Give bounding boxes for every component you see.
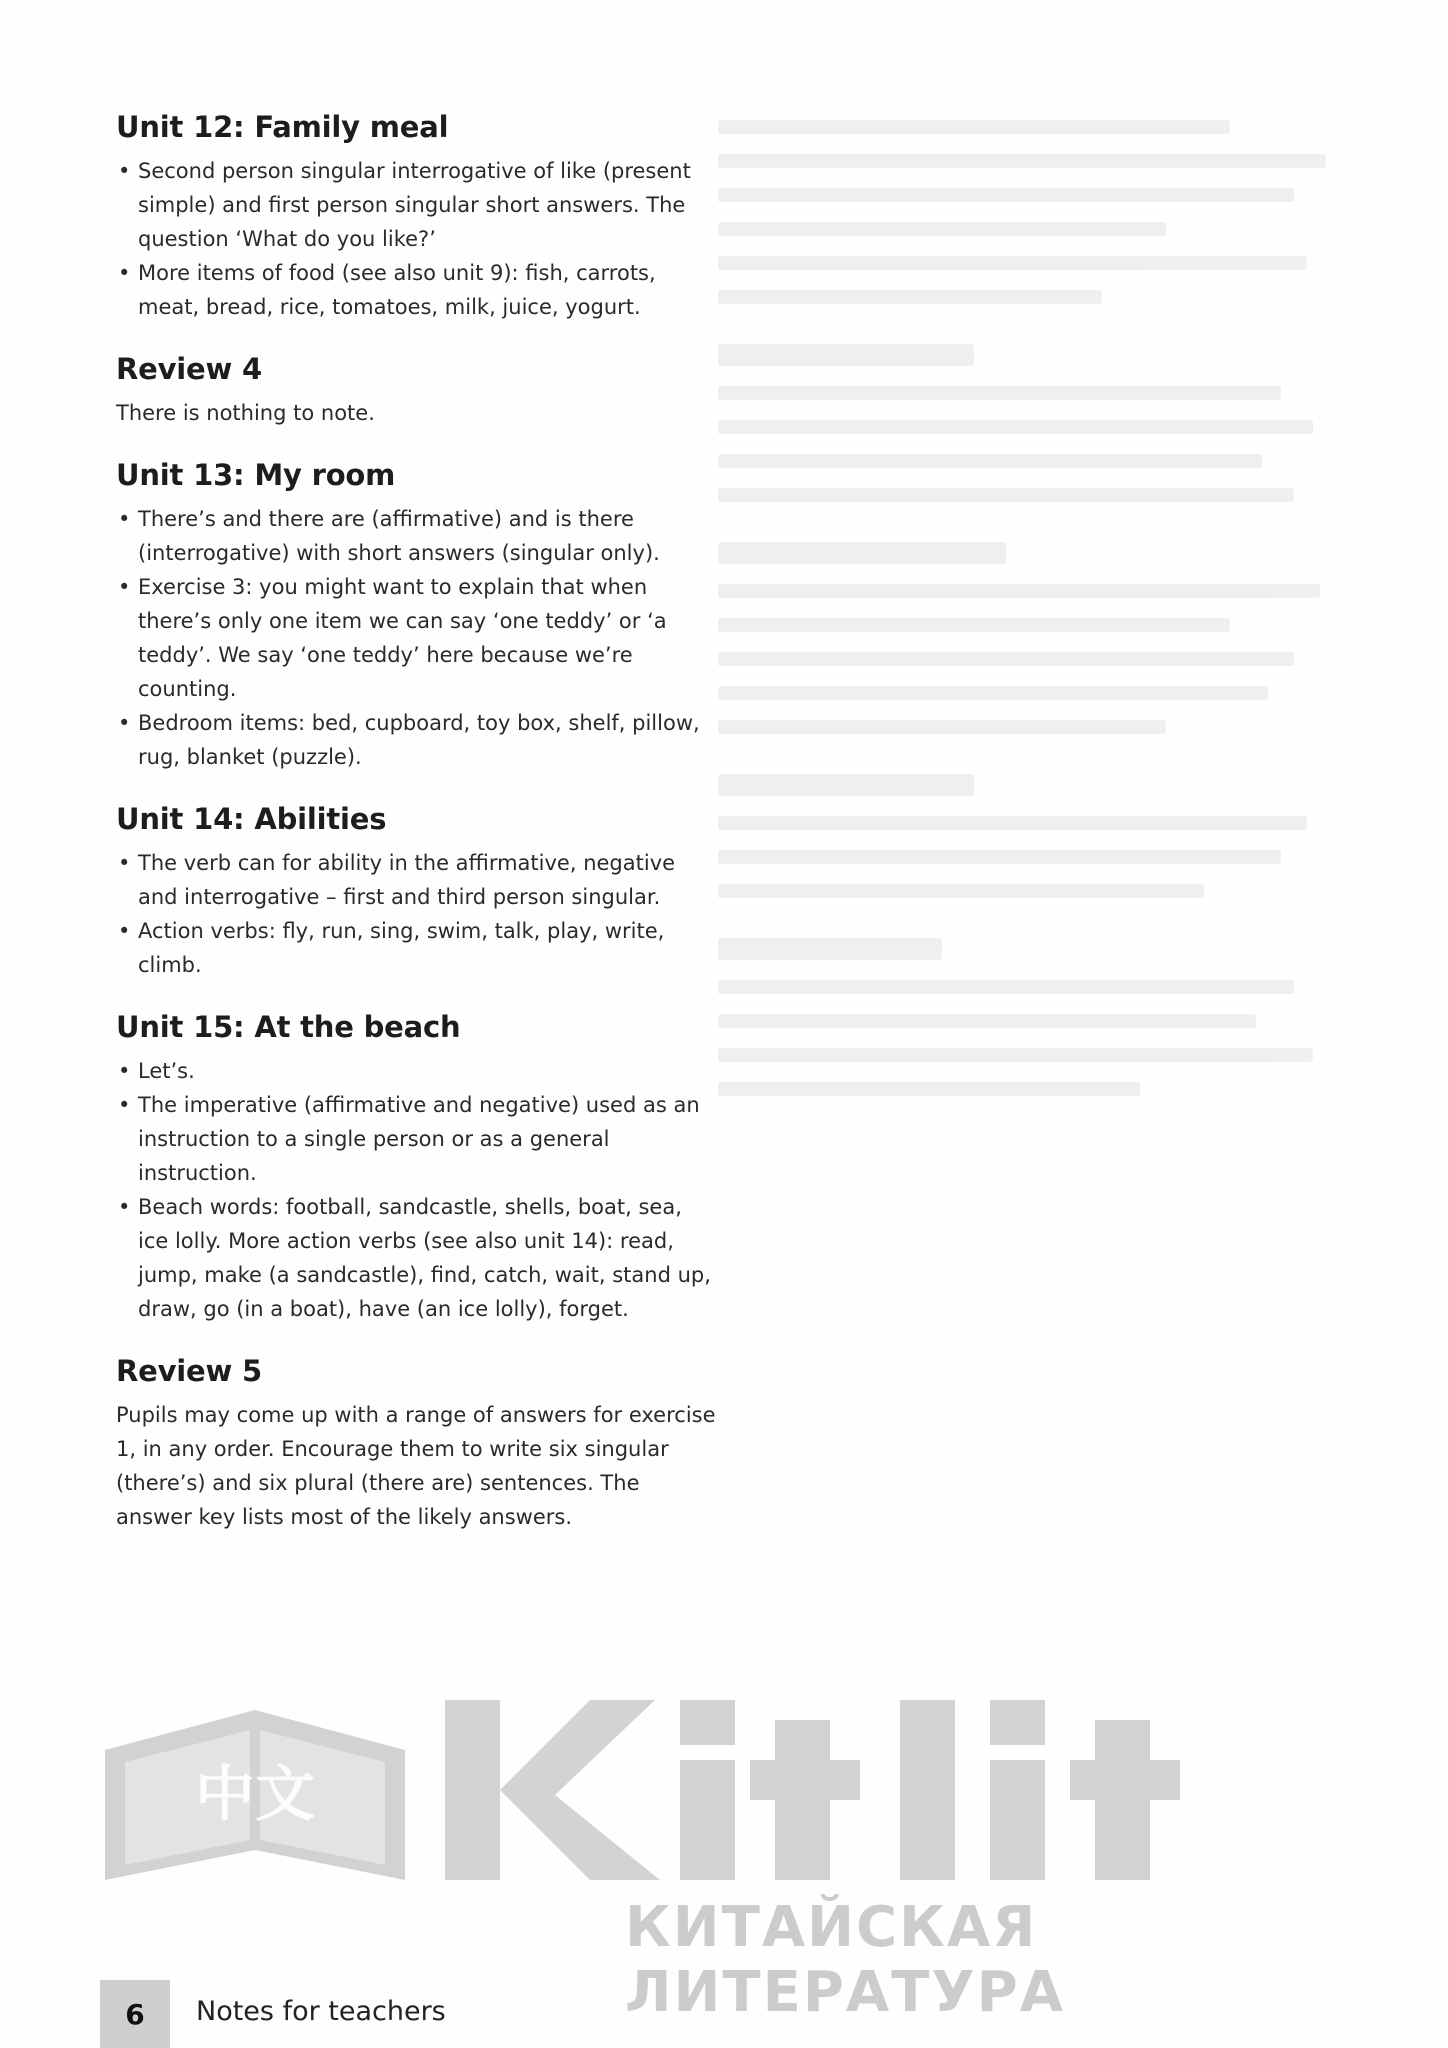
page-footer: [100, 1980, 700, 2048]
main-column: [116, 110, 716, 1562]
bullet-list: [116, 1054, 716, 1326]
section-heading: Unit 15: At the beach: [116, 1010, 461, 1044]
section-review-5: [116, 1354, 716, 1534]
list-item: • The imperative (affirmative and negative) used as an instruction to a single person or as a general instruction.: [116, 1088, 716, 1190]
list-item: • Second person singular interrogative of like (present simple) and first person singular short answers. The question ‘What do you like?’: [116, 154, 716, 256]
bullet-list: [116, 846, 716, 982]
list-item: • Action verbs: fly, run, sing, swim, talk, play, write, climb.: [116, 914, 716, 982]
section-review-4: [116, 352, 716, 430]
list-item: • Bedroom items: bed, cupboard, toy box, shelf, pillow, rug, blanket (puzzle).: [116, 706, 716, 774]
section-heading: Review 4: [116, 352, 262, 386]
list-item: • There’s and there are (affirmative) and is there (interrogative) with short answers (singular only).: [116, 502, 716, 570]
section-unit-15: [116, 1010, 716, 1326]
page-number: 6: [100, 1980, 170, 2048]
section-paragraph: There is nothing to note.: [116, 401, 375, 425]
bullet-list: [116, 502, 716, 774]
bullet-list: [116, 154, 716, 324]
watermark-logo-icon: [85, 1690, 1445, 1890]
list-item: • The verb can for ability in the affirmative, negative and interrogative – first and third person singular.: [116, 846, 716, 914]
list-item: • More items of food (see also unit 9): fish, carrots, meat, bread, rice, tomatoes, milk, juice, yogurt.: [116, 256, 716, 324]
section-unit-12: [116, 110, 716, 324]
list-item: • Let’s.: [116, 1054, 716, 1088]
list-item: • Exercise 3: you might want to explain that when there’s only one item we can say ‘one teddy’ or ‘a teddy’. We say ‘one teddy’ here because we’re counting.: [116, 570, 716, 706]
list-item: • Beach words: football, sandcastle, shells, boat, sea, ice lolly. More action verbs (see also unit 14): read, jump, make (a sandcastle), find, catch, wait, stand up, draw, go (in a boat), have (an ice lolly), forget.: [116, 1190, 716, 1326]
section-heading: Review 5: [116, 1354, 262, 1388]
section-unit-14: [116, 802, 716, 982]
svg-text:中文: 中文: [195, 1760, 315, 1830]
section-unit-13: [116, 458, 716, 774]
reverse-side-bleed: [718, 100, 1358, 1116]
section-heading: Unit 12: Family meal: [116, 110, 449, 144]
section-paragraph: Pupils may come up with a range of answers for exercise 1, in any order. Encourage them to write six singular (there’s) and six plural (there are) sentences. The answer key lists most of the likely answers.: [116, 1403, 716, 1529]
watermark-text: КИТАЙСКАЯ ЛИТЕРАТУРА: [625, 1895, 1065, 2025]
footer-label: Notes for teachers: [196, 1996, 446, 2027]
section-heading: Unit 13: My room: [116, 458, 396, 492]
section-heading: Unit 14: Abilities: [116, 802, 387, 836]
